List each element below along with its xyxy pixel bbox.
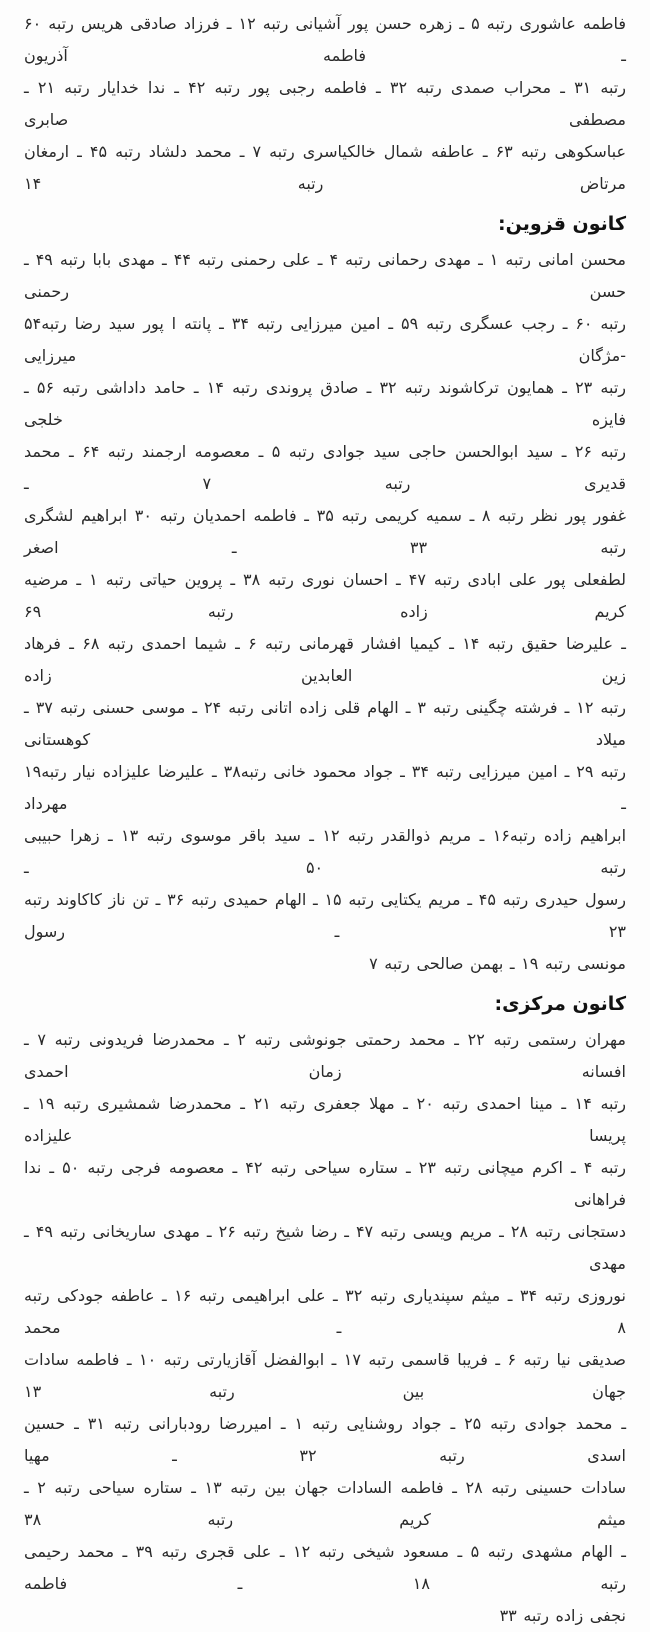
section-qazvin: [24, 244, 626, 980]
text-line: ـ علیرضا حقیق رتبه ۱۴ ـ کیمیا افشار قهرمانی رتبه ۶ ـ شیما احمدی رتبه ۶۸ ـ فرهاد زین العابدین زاده: [24, 634, 626, 685]
text-line: محسن امانی رتبه ۱ ـ مهدی رحمانی رتبه ۴ ـ علی رحمنی رتبه ۴۴ ـ مهدی بابا رتبه ۴۹ ـ حسن رحمنی: [24, 250, 626, 301]
text-line: غفور پور نظر رتبه ۸ ـ سمیه کریمی رتبه ۳۵ ـ فاطمه احمدیان رتبه ۳۰ ابراهیم لشگری رتبه ۳۳ ـ اصغر: [24, 506, 627, 557]
text-line: فاطمه عاشوری رتبه ۵ ـ زهره حسن پور آشیانی رتبه ۱۲ ـ فرزاد صادقی هریس رتبه ۶۰ ـ فاطمه آذریون: [24, 14, 626, 65]
text-line: صدیقی نیا رتبه ۶ ـ فریبا قاسمی رتبه ۱۷ ـ ابوالفضل آقازیارتی رتبه ۱۰ ـ فاطمه سادات جهان بین رتبه ۱۳: [24, 1350, 626, 1401]
section-heading-markazi: کانون مرکزی:: [494, 993, 626, 1015]
text-line: سادات حسینی رتبه ۲۸ ـ فاطمه السادات جهان بین رتبه ۱۳ ـ ستاره سیاحی رتبه ۲ ـ میثم کریم رتبه ۳۸: [24, 1478, 627, 1529]
section-heading-qazvin: کانون قزوین:: [498, 213, 626, 235]
text-line: مهران رستمی رتبه ۲۲ ـ محمد رحمتی جونوشی رتبه ۲ ـ محمدرضا فریدونی رتبه ۷ ـ افسانه زمان احمدی: [24, 1030, 626, 1081]
text-line: دستجانی رتبه ۲۸ ـ مریم ویسی رتبه ۴۷ ـ رضا شیخ رتبه ۲۶ ـ مهدی ساریخانی رتبه ۴۹ ـ مهدی: [24, 1222, 626, 1273]
text-line: رتبه ۲۹ ـ امین میرزایی رتبه ۳۴ ـ جواد محمود خانی رتبه۳۸ ـ علیرضا علیزاده نیار رتبه۱۹ ـ مهرداد: [24, 762, 626, 813]
section-intro: [24, 8, 626, 200]
text-line: ابراهیم زاده رتبه۱۶ ـ مریم ذوالقدر رتبه ۱۲ ـ سید باقر موسوی رتبه ۱۳ ـ زهرا حبیبی رتبه ۵۰ ـ: [24, 826, 627, 877]
text-line: ـ محمد جوادی رتبه ۲۵ ـ جواد روشنایی رتبه ۱ ـ امیررضا رودبارانی رتبه ۳۱ ـ حسین اسدی رتبه ۳۲ ـ مهیا: [24, 1414, 627, 1465]
text-line: رتبه ۳۱ ـ محراب صمدی رتبه ۳۲ ـ فاطمه رجبی پور رتبه ۴۲ ـ ندا خدایار رتبه ۲۱ ـ مصطفی صابری: [24, 78, 626, 129]
text-line: لطفعلی پور علی ابادی رتبه ۴۷ ـ احسان نوری رتبه ۳۸ ـ پروین حیاتی رتبه ۱ ـ مرضیه کریم زاده رتبه ۶۹: [24, 570, 627, 621]
text-line: رتبه ۲۶ ـ سید ابوالحسن حاجی سید جوادی رتبه ۵ ـ معصومه ارجمند رتبه ۶۴ ـ محمد قدیری رتبه ۷ ـ: [24, 442, 627, 493]
text-line: رتبه ۱۲ ـ فرشته چگینی رتبه ۳ ـ الهام قلی زاده اتانی رتبه ۲۴ ـ موسی حسنی رتبه ۳۷ ـ میلاد کوهستانی: [24, 698, 627, 749]
text-line: رسول حیدری رتبه ۴۵ ـ مریم یکتایی رتبه ۱۵ ـ الهام حمیدی رتبه ۳۶ ـ تن ناز کاکاوند رتبه ۲۳ ـ رسول: [24, 890, 627, 941]
text-line: رتبه ۱۴ ـ مینا احمدی رتبه ۲۰ ـ مهلا جعفری رتبه ۲۱ ـ محمدرضا شمشیری رتبه ۱۹ ـ پریسا علیزاده: [24, 1094, 627, 1145]
text-line: مونسی رتبه ۱۹ ـ بهمن صالحی رتبه ۷: [369, 954, 626, 973]
text-line: ـ الهام مشهدی رتبه ۵ ـ مسعود شیخی رتبه ۱۲ ـ علی قجری رتبه ۳۹ ـ محمد رحیمی رتبه ۱۸ ـ فاطمه: [24, 1542, 627, 1593]
text-line: رتبه ۴ ـ اکرم میچانی رتبه ۲۳ ـ ستاره سیاحی رتبه ۴۲ ـ معصومه فرجی رتبه ۵۰ ـ ندا فراهانی: [24, 1158, 627, 1209]
section-markazi: [24, 1024, 626, 1632]
text-line: رتبه ۶۰ ـ رجب عسگری رتبه ۵۹ ـ امین میرزایی رتبه ۳۴ ـ پانته ا پور سید رضا رتبه۵۴ -مژگان میرزایی: [24, 314, 627, 365]
text-line: عباسکوهی رتبه ۶۳ ـ عاطفه شمال خالکیاسری رتبه ۷ ـ محمد دلشاد رتبه ۴۵ ـ ارمغان مرتاض رتبه ۱۴: [24, 142, 626, 193]
text-line: نجفی زاده رتبه ۳۳: [499, 1606, 626, 1625]
text-line: رتبه ۲۳ ـ همایون ترکاشوند رتبه ۳۲ ـ صادق پروندی رتبه ۱۴ ـ حامد داداشی رتبه ۵۶ ـ فایزه خلجی: [24, 378, 627, 429]
text-line: نوروزی رتبه ۳۴ ـ میثم سپندیاری رتبه ۳۲ ـ علی ابراهیمی رتبه ۱۶ ـ عاطفه جودکی رتبه ۸ ـ محمد: [24, 1286, 626, 1337]
